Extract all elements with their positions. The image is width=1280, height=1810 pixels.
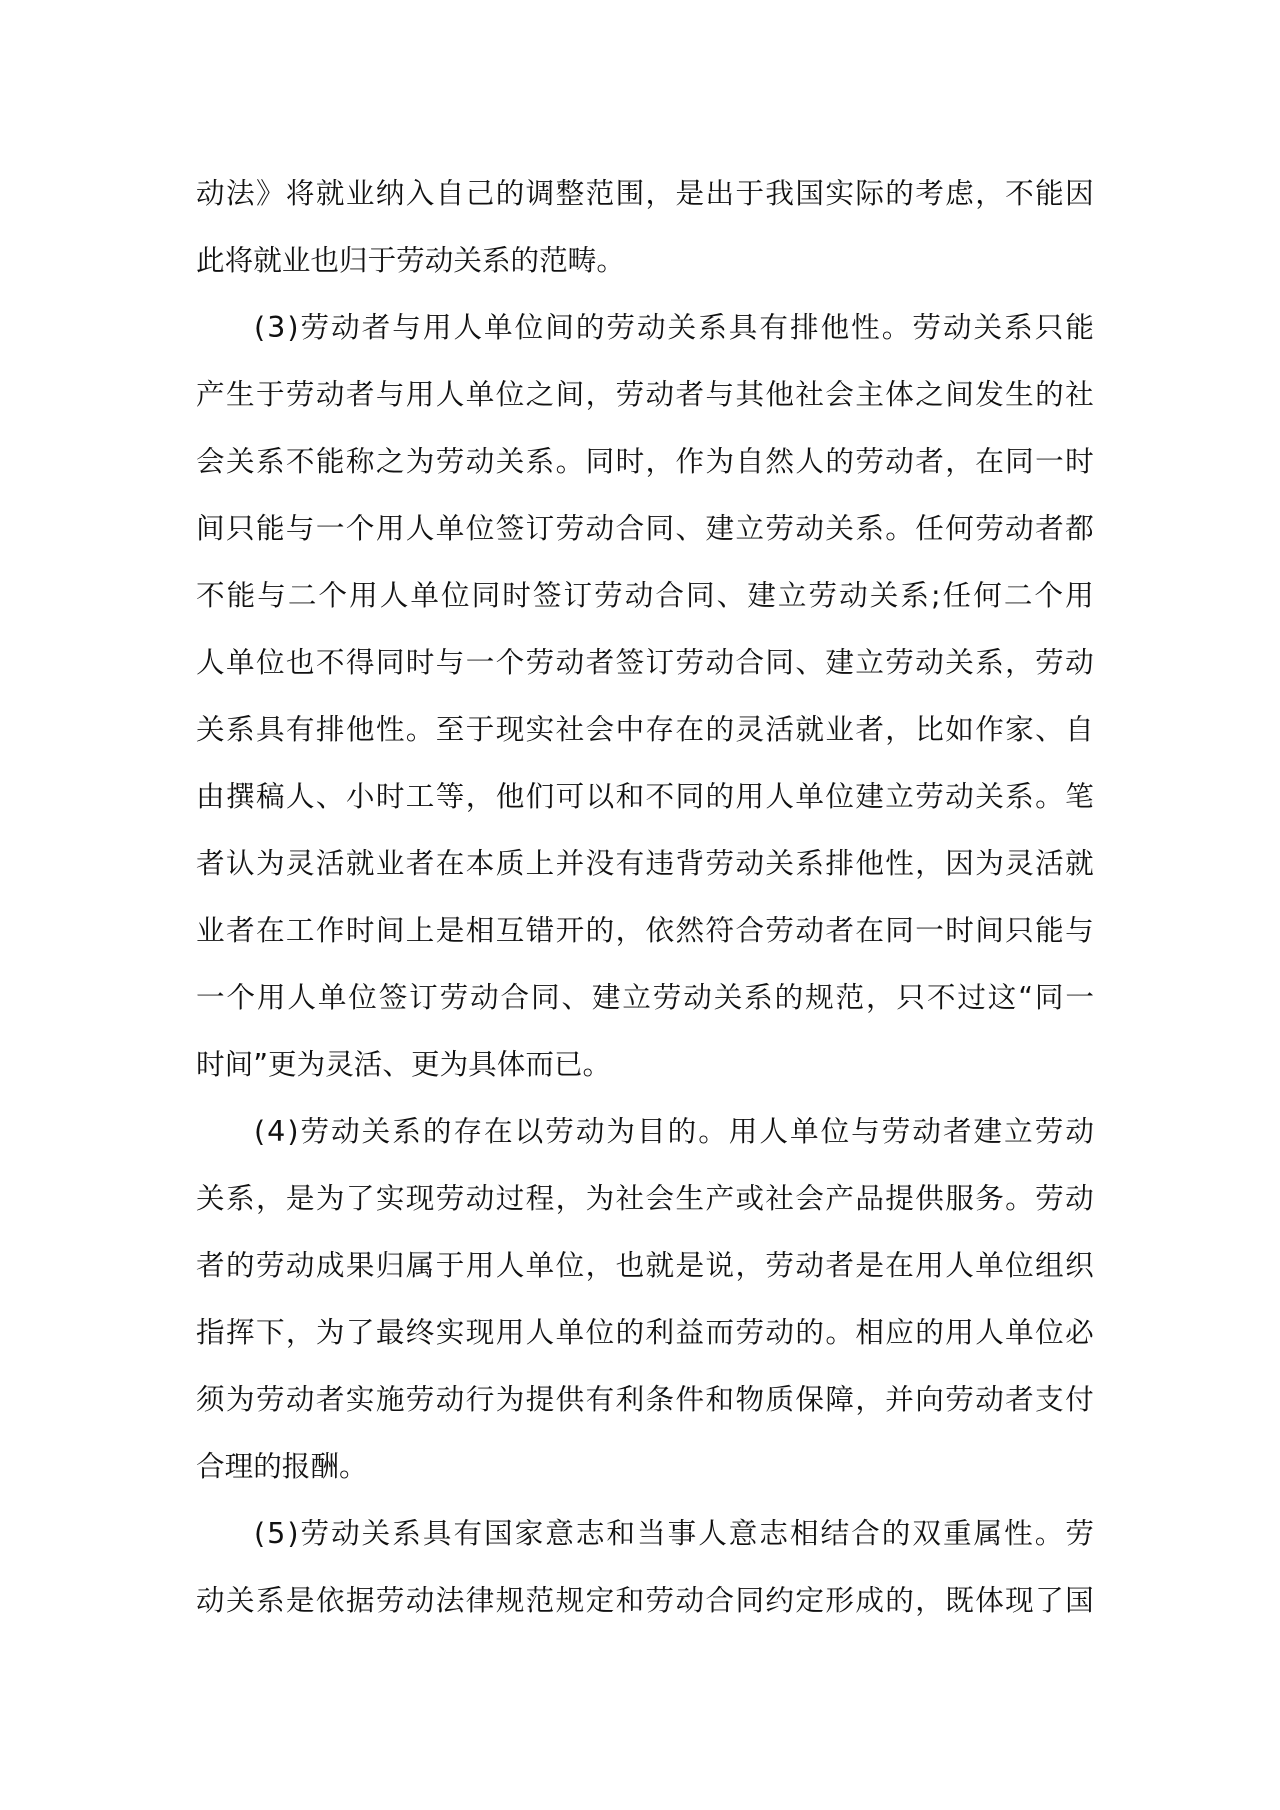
text-line: 间 只 能 与 一 个 用 人 单 位 签 订 劳 动 合 同 、 建 立 劳 动 关 系 。 任 何 劳 动 者 都 xyxy=(196,511,1094,545)
paragraph-start-line: ( 4 ) 劳 动 关 系 的 存 在 以 劳 动 为 目 的 。 用 人 单 位 与 劳 动 者 建 立 劳 动 xyxy=(254,1114,1094,1148)
text-line: 须 为 劳 动 者 实 施 劳 动 行 为 提 供 有 利 条 件 和 物 质 保 障 ， 并 向 劳 动 者 支 付 xyxy=(196,1382,1094,1416)
text-line: 产 生 于 劳 动 者 与 用 人 单 位 之 间 ， 劳 动 者 与 其 他 社 会 主 体 之 间 发 生 的 社 xyxy=(196,377,1094,411)
paragraph-start-line: ( 5 ) 劳 动 关 系 具 有 国 家 意 志 和 当 事 人 意 志 相 结 合 的 双 重 属 性 。 劳 xyxy=(254,1516,1094,1550)
text-line: 由 撰 稿 人 、 小 时 工 等 ， 他 们 可 以 和 不 同 的 用 人 单 位 建 立 劳 动 关 系 。 笔 xyxy=(196,779,1094,813)
text-line: 一 个 用 人 单 位 签 订 劳 动 合 同 、 建 立 劳 动 关 系 的 规 范 ， 只 不 过 这 “ 同 一 xyxy=(196,980,1094,1014)
text-line: 关 系 具 有 排 他 性 。 至 于 现 实 社 会 中 存 在 的 灵 活 就 业 者 ， 比 如 作 家 、 自 xyxy=(196,712,1094,746)
text-line: 者 认 为 灵 活 就 业 者 在 本 质 上 并 没 有 违 背 劳 动 关 系 排 他 性 ， 因 为 灵 活 就 xyxy=(196,846,1094,880)
text-line: 合理的报酬。 xyxy=(196,1449,368,1483)
paragraph-start-line: ( 3 ) 劳 动 者 与 用 人 单 位 间 的 劳 动 关 系 具 有 排 他 性 。 劳 动 关 系 只 能 xyxy=(254,310,1094,344)
text-line: 关 系 ， 是 为 了 实 现 劳 动 过 程 ， 为 社 会 生 产 或 社 会 产 品 提 供 服 务 。 劳 动 xyxy=(196,1181,1094,1215)
text-line: 不 能 与 二 个 用 人 单 位 同 时 签 订 劳 动 合 同 、 建 立 劳 动 关 系 ; 任 何 二 个 用 xyxy=(196,578,1094,612)
text-line: 会 关 系 不 能 称 之 为 劳 动 关 系 。 同 时 ， 作 为 自 然 人 的 劳 动 者 ， 在 同 一 时 xyxy=(196,444,1094,478)
text-line: 此将就业也归于劳动关系的范畴。 xyxy=(196,243,625,277)
text-line: 者 的 劳 动 成 果 归 属 于 用 人 单 位 ， 也 就 是 说 ， 劳 动 者 是 在 用 人 单 位 组 织 xyxy=(196,1248,1094,1282)
text-line: 动 关 系 是 依 据 劳 动 法 律 规 范 规 定 和 劳 动 合 同 约 定 形 成 的 ， 既 体 现 了 国 xyxy=(196,1583,1094,1617)
text-line: 业 者 在 工 作 时 间 上 是 相 互 错 开 的 ， 依 然 符 合 劳 动 者 在 同 一 时 间 只 能 与 xyxy=(196,913,1094,947)
text-line: 指 挥 下 ， 为 了 最 终 实 现 用 人 单 位 的 利 益 而 劳 动 的 。 相 应 的 用 人 单 位 必 xyxy=(196,1315,1094,1349)
text-line: 动 法 》 将 就 业 纳 入 自 己 的 调 整 范 围 ， 是 出 于 我 国 实 际 的 考 虑 ， 不 能 因 xyxy=(196,176,1094,210)
document-body xyxy=(196,160,1094,1634)
text-line: 时间”更为灵活、更为具体而已。 xyxy=(196,1047,612,1081)
text-line: 人 单 位 也 不 得 同 时 与 一 个 劳 动 者 签 订 劳 动 合 同 、 建 立 劳 动 关 系 ， 劳 动 xyxy=(196,645,1094,679)
